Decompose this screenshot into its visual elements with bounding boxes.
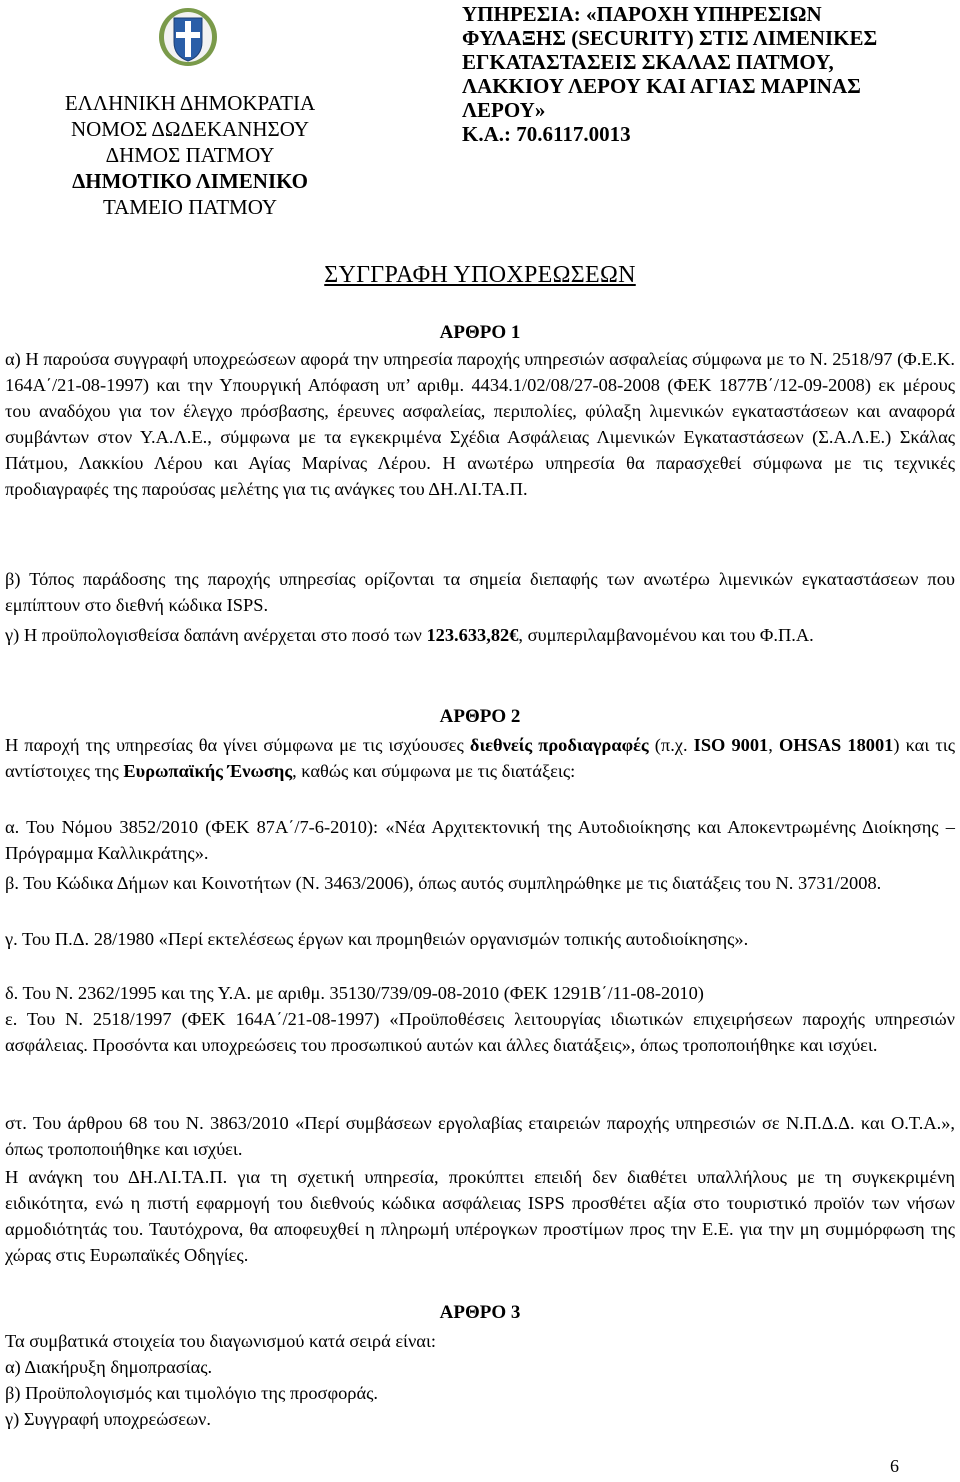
article-1-heading: ΑΡΘΡΟ 1 <box>439 322 521 343</box>
article-1-paragraph-a: α) Η παρούσα συγγραφή υποχρεώσεων αφορά την υπηρεσία παροχής υπηρεσιών ασφαλείας σύμφωνα με το Ν. 2518/97 (Φ.Ε.Κ. 164Α΄/21-08-1997) και την Υπουργική Απόφαση υπ’ αριθμ. 4434.1/02/08/27-08-2008 (ΦΕΚ 1877Β΄/12-09-2008) εκ μέρους του αναδόχου για τον έλεγχο πρόσβασης, έρευνες ασφαλείας, περιπολίες, φύλαξη λιμενικών εγκαταστάσεων και αναφορά συμβάντων στον Υ.Α.Λ.Ε., σύμφωνα με τα εγκεκριμένα Σχέδια Ασφάλειας Λιμενικών Εγκαταστάσεων (Σ.Α.Λ.Ε.) Σκάλας Πάτμου, Λακκίου Λέρου και Αγίας Μαρίνας Λέρου. Η ανωτέρω υπηρεσία θα παρασχεθεί σύμφωνα με τις τεχνικές προδιαγραφές της παρούσας μελέτης για τις ανάγκες του ΔΗ.ΛΙ.ΤΑ.Π. <box>5 349 955 499</box>
service-line: ΛΕΡΟΥ» <box>462 98 546 122</box>
article-1-paragraph-c <box>5 622 955 648</box>
issuer-line: ΝΟΜΟΣ ΔΩΔΕΚΑΝΗΣΟΥ <box>70 117 310 141</box>
emphasis: OHSAS 18001 <box>778 735 894 755</box>
article-2-item-e: ε. Του Ν. 2518/1997 (ΦΕΚ 164Α΄/21-08-1997) «Προϋποθέσεις λειτουργίας ιδιωτικών επιχειρήσεων παροχής υπηρεσιών ασφάλειας. Προσόντα και υποχρεώσεις του προσωπικού αυτών και άλλες διατάξεις», όπως τροποποιήθηκε και ισχύει. <box>5 1009 955 1055</box>
article-2-intro <box>5 732 955 784</box>
issuer-line: ΤΑΜΕΙΟ ΠΑΤΜΟΥ <box>102 195 278 219</box>
emphasis: Ευρωπαϊκής Ένωσης <box>123 761 293 781</box>
emphasis: ISO 9001 <box>693 735 769 755</box>
text-span: , συμπεριλαμβανομένου και του Φ.Π.Α. <box>518 625 814 645</box>
service-title-block <box>462 2 952 146</box>
article-3-item: β) Προϋπολογισμός και τιμολόγιο της προσφοράς. <box>5 1383 378 1403</box>
text-span: , <box>768 735 779 755</box>
article-2-item-f: στ. Του άρθρου 68 του Ν. 3863/2010 «Περί συμβάσεων εργολαβίας εταιρειών παροχής υπηρεσιών σε Ν.Π.Δ.Δ. και Ο.Τ.Α.», όπως τροποποιήθηκε και ισχύει. <box>5 1113 955 1159</box>
article-2-item-a: α. Του Νόμου 3852/2010 (ΦΕΚ 87Α΄/7-6-2010): «Νέα Αρχιτεκτονική της Αυτοδιοίκησης και Αποκεντρωμένης Διοίκησης – Πρόγραμμα Καλλικράτης». <box>5 817 955 863</box>
article-3-item: α) Διακήρυξη δημοπρασίας. <box>5 1357 213 1377</box>
text-span: γ) Η προϋπολογισθείσα δαπάνη ανέρχεται στο ποσό των <box>5 625 427 645</box>
issuer-line: ΔΗΜΟΣ ΠΑΤΜΟΥ <box>105 143 275 167</box>
article-2-need: Η ανάγκη του ΔΗ.ΛΙ.ΤΑ.Π. για τη σχετική υπηρεσία, προκύπτει επειδή δεν διαθέτει υπαλλήλους με τη συγκεκριμένη ειδικότητα, ενώ η πιστή εφαρμογή του διεθνούς κώδικα ασφάλειας ISPS προσθέτει αξία στο τουριστικό προϊόν των νήσων αρμοδιότητάς του. Ταυτόχρονα, θα αποφευχθεί η πληρωμή υπέρογκων προστίμων προς την Ε.Ε. για την μη συμμόρφωση της χώρας στις Ευρωπαϊκές Οδηγίες. <box>5 1167 955 1265</box>
issuer-block <box>30 90 350 220</box>
article-2-heading: ΑΡΘΡΟ 2 <box>439 706 521 727</box>
budget-amount: 123.633,82€ <box>426 625 519 645</box>
service-line: ΕΓΚΑΤΑΣΤΑΣΕΙΣ ΣΚΑΛΑΣ ΠΑΤΜΟΥ, <box>462 50 834 74</box>
text-span: (π.χ. <box>648 735 694 755</box>
page-number: 6 <box>890 1456 899 1476</box>
document-header <box>0 0 960 230</box>
service-line: ΛΑΚΚΙΟΥ ΛΕΡΟΥ ΚΑΙ ΑΓΙΑΣ ΜΑΡΙΝΑΣ <box>462 74 861 98</box>
budget-code: Κ.Α.: 70.6117.0013 <box>462 122 631 146</box>
text-span: , καθώς και σύμφωνα με τις διατάξεις: <box>292 761 576 781</box>
text-span: Η παροχή της υπηρεσίας θα γίνει σύμφωνα με τις ισχύουσες <box>5 735 470 755</box>
service-line: ΥΠΗΡΕΣΙΑ: «ΠΑΡΟΧΗ ΥΠΗΡΕΣΙΩΝ <box>462 2 822 26</box>
article-2-item-b: β. Του Κώδικα Δήμων και Κοινοτήτων (Ν. 3463/2006), όπως αυτός συμπληρώθηκε με τις διατάξεις του Ν. 3731/2008. <box>5 873 882 893</box>
emphasis: διεθνείς προδιαγραφές <box>469 735 649 755</box>
greek-coat-of-arms-icon <box>157 6 219 68</box>
article-3-intro: Τα συμβατικά στοιχεία του διαγωνισμού κατά σειρά είναι: <box>5 1331 437 1351</box>
issuer-line: ΕΛΛΗΝΙΚΗ ΔΗΜΟΚΡΑΤΙΑ <box>64 91 316 115</box>
service-line: ΦΥΛΑΞΗΣ (SECURITY) ΣΤΙΣ ΛΙΜΕΝΙΚΕΣ <box>462 26 878 50</box>
issuer-line: ΔΗΜΟΤΙΚΟ ΛΙΜΕΝΙΚΟ <box>72 169 308 193</box>
article-2-item-c: γ. Του Π.Δ. 28/1980 «Περί εκτελέσεως έργων και προμηθειών οργανισμών τοπικής αυτοδιοίκησης». <box>5 929 749 949</box>
article-2-item-d: δ. Του Ν. 2362/1995 και της Υ.Α. με αριθμ. 35130/739/09-08-2010 (ΦΕΚ 1291Β΄/11-08-2010) <box>5 983 704 1003</box>
text-span: ) και τις αντίστοιχες της <box>5 735 955 781</box>
article-3-item: γ) Συγγραφή υποχρεώσεων. <box>5 1409 211 1429</box>
document-title: ΣΥΓΓΡΑΦΗ ΥΠΟΧΡΕΩΣΕΩΝ <box>324 262 636 288</box>
article-3-heading: ΑΡΘΡΟ 3 <box>439 1302 521 1323</box>
article-1-paragraph-b: β) Τόπος παράδοσης της παροχής υπηρεσίας ορίζονται τα σημεία διεπαφής των ανωτέρω λιμενικών εγκαταστάσεων που εμπίπτουν στο διεθνή κώδικα ISPS. <box>5 569 955 615</box>
